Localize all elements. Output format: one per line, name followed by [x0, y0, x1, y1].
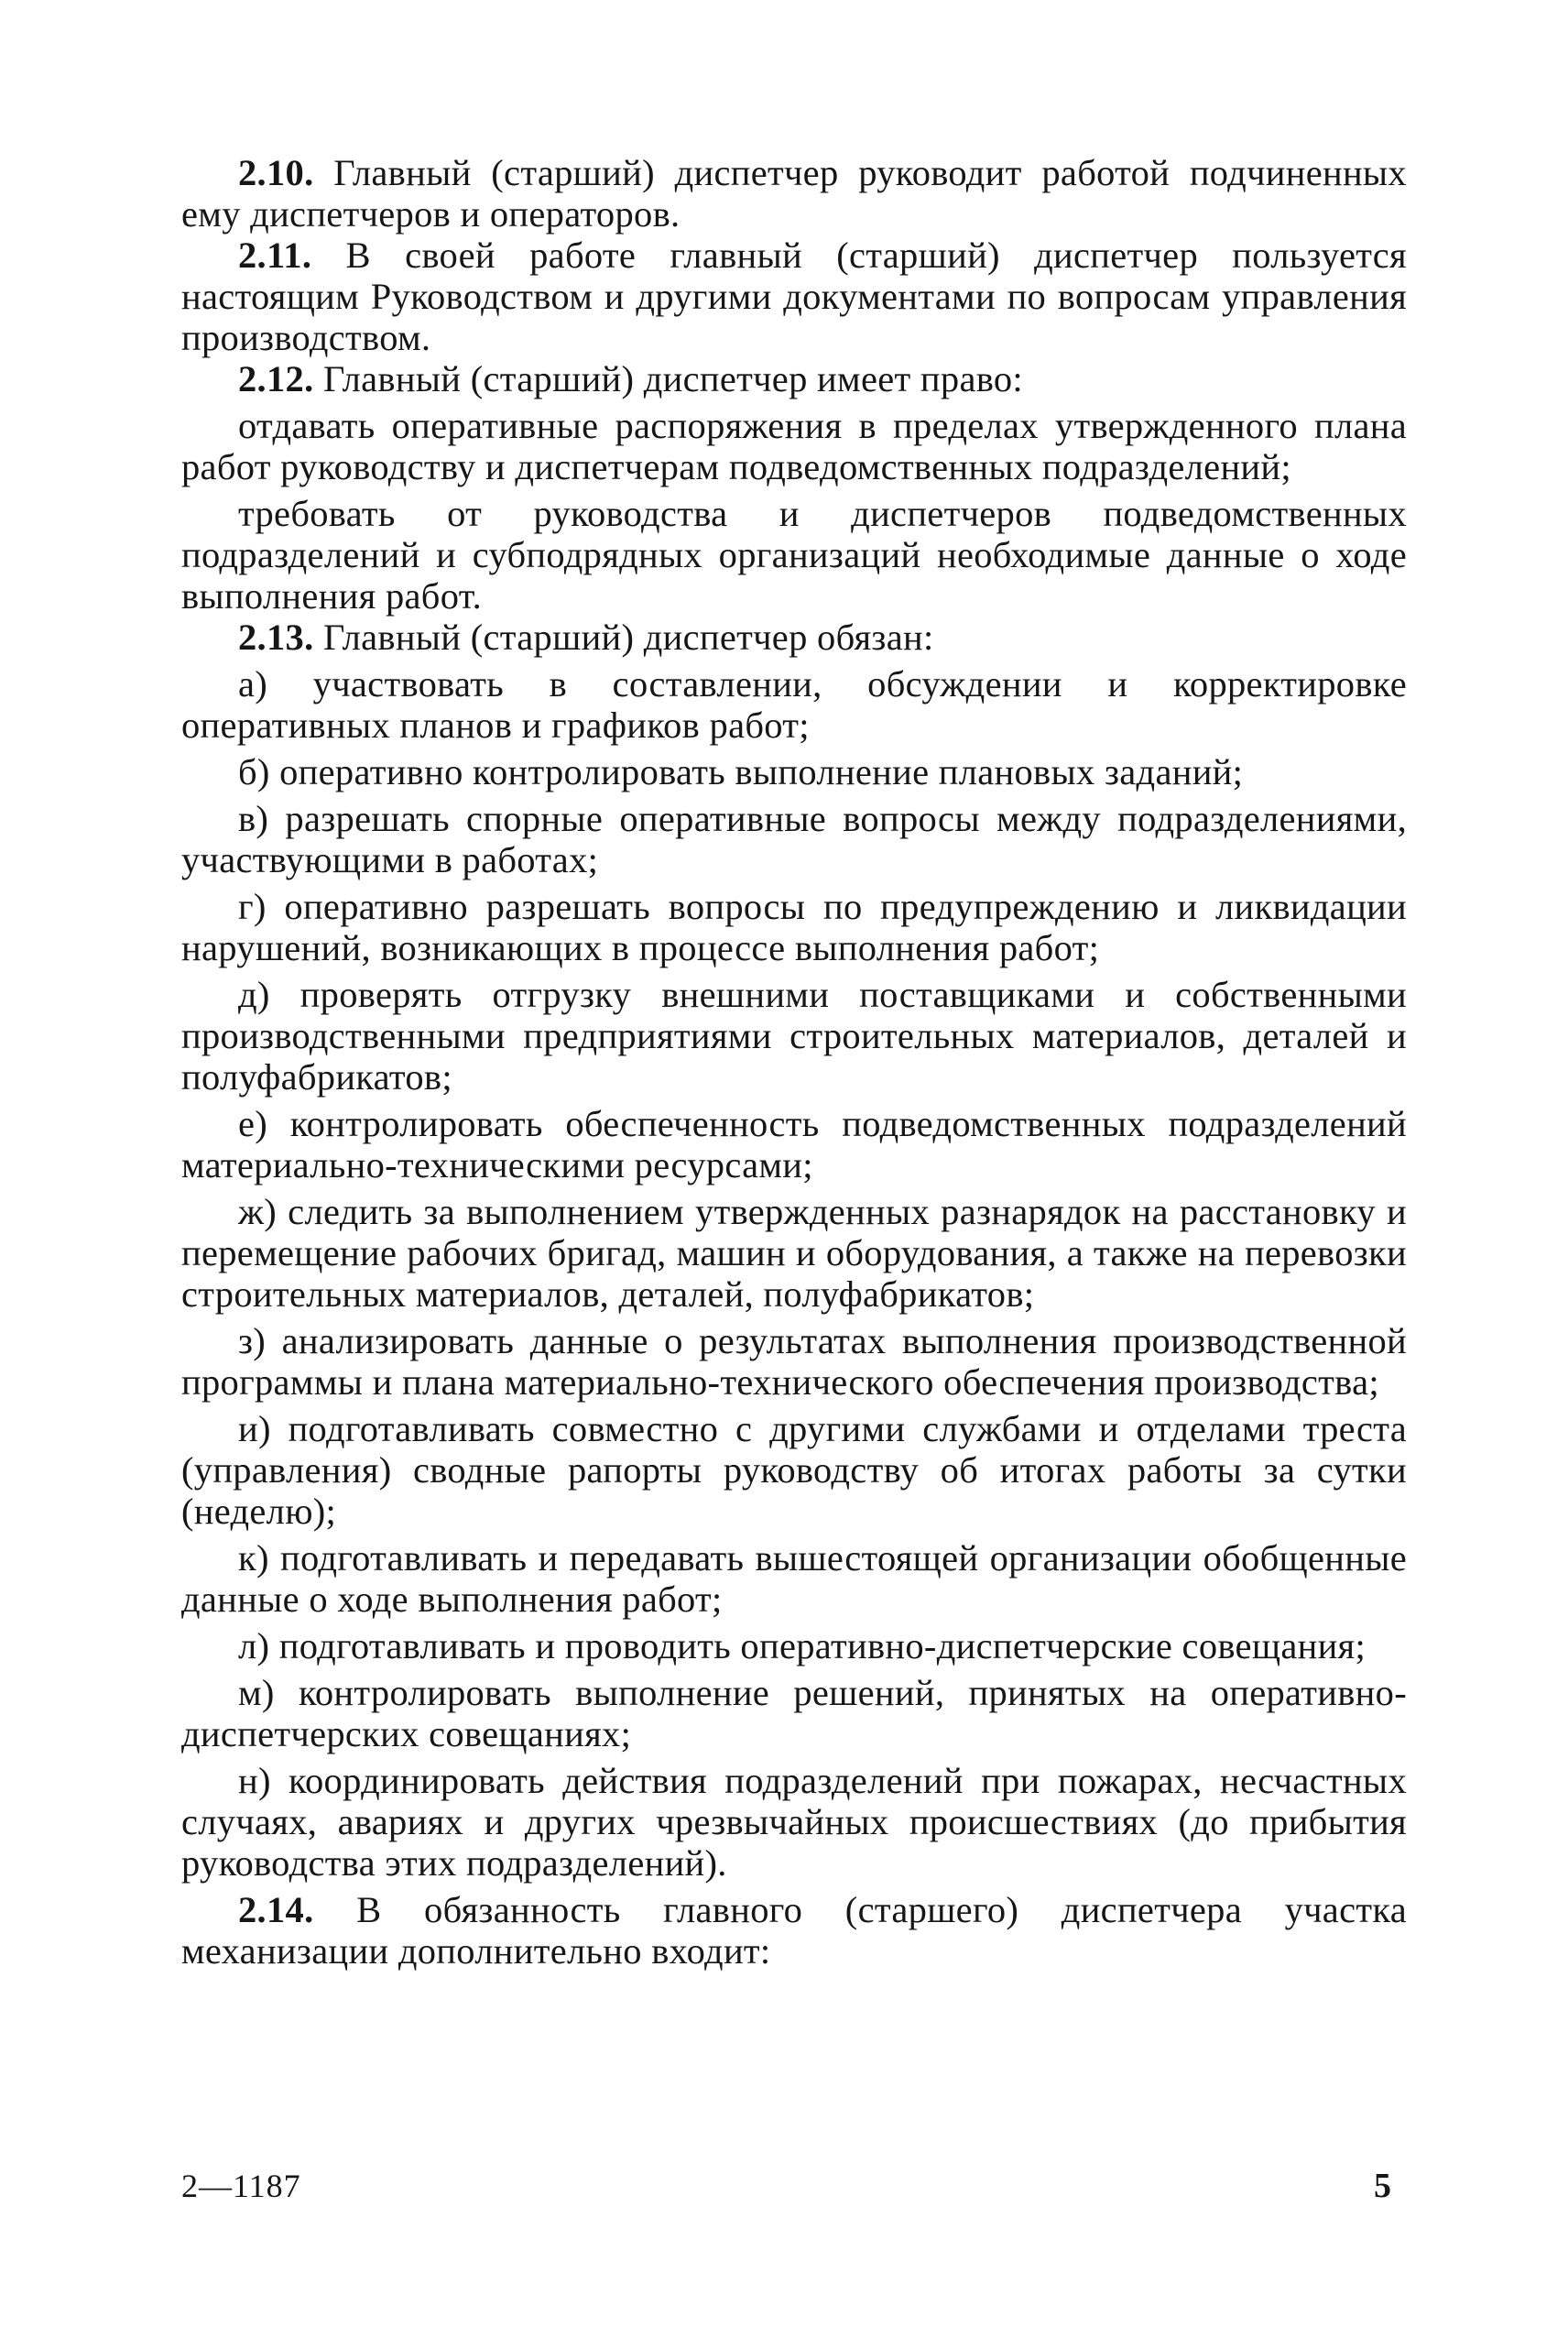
paragraph-2-13 [181, 617, 1407, 658]
paragraph-text: з) анализировать данные о результатах выполнения производственной программы и плана материально-технического обеспечения производства; [181, 1320, 1407, 1403]
duty-item-g [181, 886, 1407, 968]
paragraph-text: в) разрешать спорные оперативные вопросы между подразделениями, участвующими в работах; [181, 798, 1407, 880]
paragraph-number: 2.12. [238, 358, 314, 399]
paragraph-number: 2.13. [238, 617, 314, 658]
paragraph-text: и) подготавливать совместно с другими службами и отделами треста (управления) сводные рапорты руководству об итогах работы за сутки (неделю); [181, 1408, 1407, 1532]
duty-item-e [181, 1103, 1407, 1185]
printer-signature: 2—1187 [181, 2168, 301, 2204]
paragraph-text: б) оперативно контролировать выполнение плановых заданий; [238, 751, 1244, 792]
paragraph-text: требовать от руководства и диспетчеров подведомственных подразделений и субподрядных организаций необходимые данные о ходе выполнения работ. [181, 493, 1407, 617]
body-text [181, 152, 1407, 1972]
paragraph-2-14 [181, 1889, 1407, 1972]
duty-item-zh [181, 1191, 1407, 1315]
paragraph-text: г) оперативно разрешать вопросы по предупреждению и ликвидации нарушений, возникающих в процессе выполнения работ; [181, 886, 1407, 968]
paragraph-text: е) контролировать обеспеченность подведомственных подразделений материально-техническими ресурсами; [181, 1103, 1407, 1185]
paragraph-text: Главный (старший) диспетчер имеет право: [322, 358, 1023, 399]
duty-item-v [181, 798, 1407, 880]
paragraph-text: отдавать оперативные распоряжения в пределах утвержденного плана работ руководству и диспетчерам подведомственных подразделений; [181, 405, 1407, 487]
right-item [181, 493, 1407, 617]
paragraph-text: д) проверять отгрузку внешними поставщиками и собственными производственными предприятиями строительных материалов, деталей и полуфабрикатов; [181, 974, 1407, 1098]
duty-item-b [181, 751, 1407, 792]
duty-item-d [181, 974, 1407, 1098]
duty-item-i [181, 1408, 1407, 1532]
duty-item-z [181, 1320, 1407, 1403]
paragraph-2-12 [181, 358, 1407, 399]
duty-item-a [181, 663, 1407, 746]
paragraph-number: 2.14. [238, 1889, 314, 1930]
duty-item-n [181, 1760, 1407, 1884]
paragraph-text: ж) следить за выполнением утвержденных разнарядок на расстановку и перемещение рабочих бригад, машин и оборудования, а также на перевозки строительных материалов, деталей, полуфабрикатов; [181, 1191, 1407, 1315]
paragraph-2-10 [181, 152, 1407, 235]
page-number: 5 [1374, 2167, 1391, 2205]
right-item [181, 405, 1407, 487]
duty-item-m [181, 1672, 1407, 1754]
paragraph-text: Главный (старший) диспетчер руководит работой подчиненных ему диспетчеров и операторов. [181, 152, 1407, 235]
paragraph-number: 2.11. [238, 235, 312, 276]
paragraph-text: м) контролировать выполнение решений, принятых на оперативно-диспетчерских совещаниях; [181, 1672, 1407, 1754]
paragraph-number: 2.10. [238, 152, 314, 193]
paragraph-text: В обязанность главного (старшего) диспетчера участка механизации дополнительно входит: [181, 1889, 1407, 1972]
paragraph-text: к) подготавливать и передавать вышестоящей организации обобщенные данные о ходе выполнения работ; [181, 1537, 1407, 1620]
paragraph-text: В своей работе главный (старший) диспетчер пользуется настоящим Руководством и другими документами по вопросам управления производством. [181, 235, 1407, 358]
duty-item-l [181, 1625, 1407, 1666]
paragraph-text: л) подготавливать и проводить оперативно-диспетчерские совещания; [238, 1625, 1367, 1666]
paragraph-text: н) координировать действия подразделений при пожарах, несчастных случаях, авариях и других чрезвычайных происшествиях (до прибытия руководства этих подразделений). [181, 1760, 1407, 1884]
paragraph-2-11 [181, 235, 1407, 358]
paragraph-text: а) участвовать в составлении, обсуждении и корректировке оперативных планов и графиков работ; [181, 663, 1407, 746]
paragraph-text: Главный (старший) диспетчер обязан: [322, 617, 934, 658]
duty-item-k [181, 1537, 1407, 1620]
